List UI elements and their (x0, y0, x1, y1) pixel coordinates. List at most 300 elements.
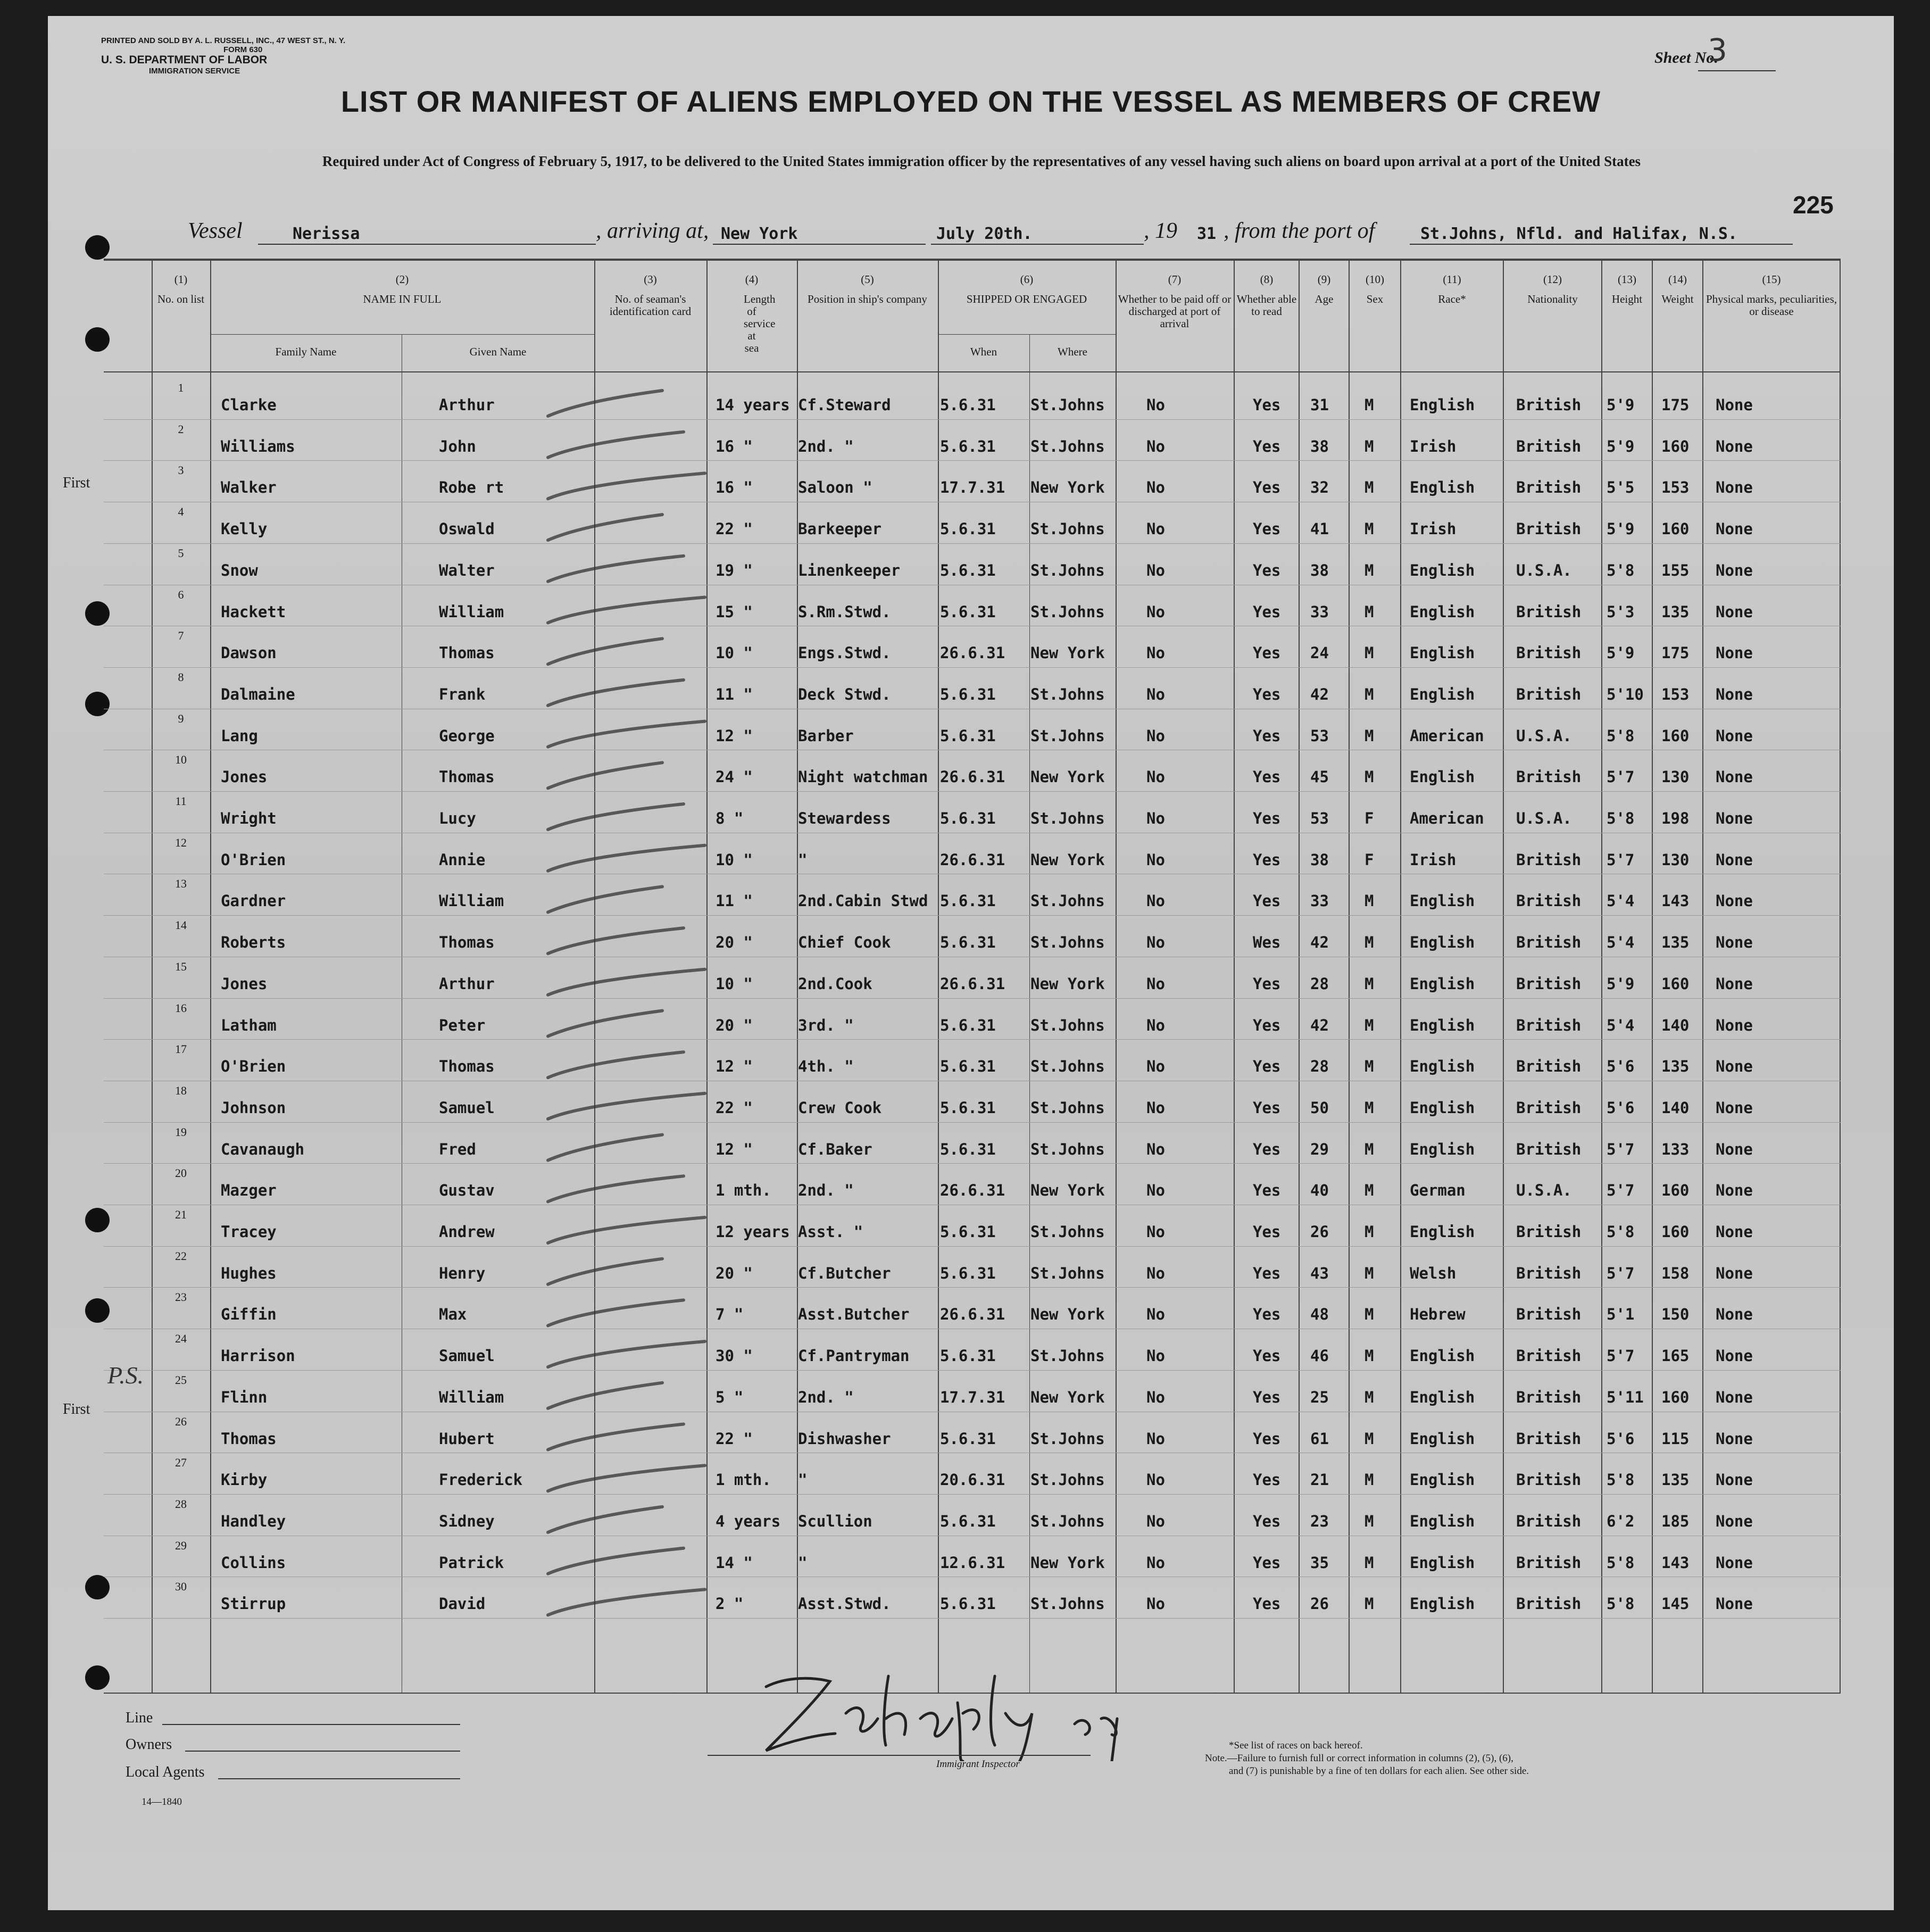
check-mark (548, 1135, 662, 1160)
cell-race: English (1410, 892, 1475, 910)
cell-sex: M (1365, 1471, 1374, 1489)
cell-marks: None (1716, 602, 1753, 621)
cell-nat: British (1516, 1429, 1582, 1448)
cell-where: St.Johns (1030, 1140, 1105, 1158)
cell-family: Stirrup (221, 1595, 286, 1613)
cell-read: Yes (1253, 1553, 1281, 1572)
cell-marks: None (1716, 1264, 1753, 1282)
cell-position: Cf.Butcher (798, 1264, 891, 1282)
cell-nat: British (1516, 1471, 1582, 1489)
cell-position: Barkeeper (798, 520, 882, 538)
cell-paid: No (1146, 644, 1165, 662)
cell-service: 20 " (716, 1016, 753, 1034)
cell-weight: 115 (1661, 1429, 1690, 1448)
col-6-header: (6) SHIPPED OR ENGAGED (966, 273, 1087, 305)
cell-weight: 160 (1661, 437, 1690, 455)
cell-race: English (1410, 1347, 1475, 1365)
cell-height: 5'7 (1607, 850, 1635, 869)
check-mark (548, 1548, 684, 1574)
cell-where: St.Johns (1030, 1098, 1105, 1117)
cell-service: 8 " (716, 809, 744, 827)
cell-when: 5.6.31 (940, 1595, 996, 1613)
cell-where: St.Johns (1030, 520, 1105, 538)
cell-read: Yes (1253, 685, 1281, 703)
cell-read: Yes (1253, 1512, 1281, 1530)
cell-race: Irish (1410, 437, 1457, 455)
cell-where: St.Johns (1030, 1595, 1105, 1613)
cell-height: 5'7 (1607, 1347, 1635, 1365)
cell-service: 15 " (716, 602, 753, 621)
check-mark (548, 928, 684, 953)
cell-nat: British (1516, 437, 1582, 455)
cell-race: English (1410, 1512, 1475, 1530)
cell-given: Max (439, 1305, 467, 1324)
cell-age: 45 (1310, 768, 1329, 786)
cell-paid: No (1146, 520, 1165, 538)
cell-sex: M (1365, 437, 1374, 455)
cell-age: 42 (1310, 933, 1329, 952)
cell-marks: None (1716, 726, 1753, 745)
cell-sex: F (1365, 809, 1374, 827)
footer-owners-label: Owners (126, 1736, 172, 1753)
inspector-label: Immigrant Inspector (936, 1759, 1020, 1770)
cell-nat: British (1516, 685, 1582, 703)
cell-height: 5'6 (1607, 1098, 1635, 1117)
cell-height: 5'9 (1607, 974, 1635, 993)
cell-nat: British (1516, 892, 1582, 910)
cell-sex: M (1365, 1057, 1374, 1076)
cell-given: Samuel (439, 1098, 495, 1117)
printer-imprint (101, 36, 345, 77)
cell-given: Peter (439, 1016, 486, 1034)
cell-marks: None (1716, 1181, 1753, 1200)
cell-marks: None (1716, 974, 1753, 993)
cell-paid: No (1146, 1429, 1165, 1448)
row-number: 8 (178, 670, 184, 684)
cell-given: Gustav (439, 1181, 495, 1200)
cell-where: St.Johns (1030, 685, 1105, 703)
row-rule (104, 1618, 1841, 1619)
cell-when: 5.6.31 (940, 1223, 996, 1241)
cell-paid: No (1146, 1057, 1165, 1076)
cell-height: 5'4 (1607, 1016, 1635, 1034)
cell-race: English (1410, 1098, 1475, 1117)
row-number: 16 (175, 1001, 187, 1015)
cell-read: Yes (1253, 396, 1281, 414)
cell-given: William (439, 892, 504, 910)
cell-family: Dalmaine (221, 685, 295, 703)
cell-sex: M (1365, 520, 1374, 538)
cell-where: St.Johns (1030, 1057, 1105, 1076)
cell-when: 5.6.31 (940, 396, 996, 414)
cell-position: 2nd. " (798, 437, 854, 455)
check-mark (548, 969, 705, 995)
cell-where: St.Johns (1030, 1429, 1105, 1448)
cell-sex: M (1365, 974, 1374, 993)
cell-nat: British (1516, 850, 1582, 869)
cell-where: New York (1030, 644, 1105, 662)
cell-weight: 153 (1661, 685, 1690, 703)
row-number: 12 (175, 835, 187, 849)
row-rule (104, 460, 1841, 461)
cell-family: Latham (221, 1016, 277, 1034)
footer-form-number: 14—1840 (142, 1796, 182, 1807)
cell-marks: None (1716, 1098, 1753, 1117)
cell-family: O'Brien (221, 850, 286, 869)
cell-height: 5'6 (1607, 1057, 1635, 1076)
cell-where: St.Johns (1030, 1223, 1105, 1241)
cell-height: 5'10 (1607, 685, 1644, 703)
inspector-signature (708, 1655, 1186, 1761)
cell-race: Hebrew (1410, 1305, 1466, 1324)
cell-service: 30 " (716, 1347, 753, 1365)
cell-family: Jones (221, 974, 268, 993)
cell-family: Williams (221, 437, 295, 455)
cell-nat: U.S.A. (1516, 561, 1572, 579)
col-8-header: (8) Whether able to read (1236, 273, 1297, 318)
cell-sex: M (1365, 1098, 1374, 1117)
row-rule (104, 667, 1841, 668)
cell-position: " (798, 1471, 808, 1489)
check-mark (548, 886, 662, 912)
cell-paid: No (1146, 892, 1165, 910)
cell-when: 5.6.31 (940, 561, 996, 579)
cell-service: 12 " (716, 1140, 753, 1158)
cell-marks: None (1716, 1305, 1753, 1324)
cell-marks: None (1716, 685, 1753, 703)
cell-paid: No (1146, 1595, 1165, 1613)
col-3-header: (3) No. of seaman's identification card (609, 273, 692, 318)
cell-height: 5'8 (1607, 809, 1635, 827)
cell-given: Andrew (439, 1223, 495, 1241)
cell-position: Asst.Butcher (798, 1305, 910, 1324)
cell-where: St.Johns (1030, 602, 1105, 621)
cell-position: S.Rm.Stwd. (798, 602, 891, 621)
cell-age: 35 (1310, 1553, 1329, 1572)
cell-where: St.Johns (1030, 1347, 1105, 1365)
row-number: 22 (175, 1249, 187, 1263)
cell-race: English (1410, 561, 1475, 579)
cell-sex: M (1365, 602, 1374, 621)
cell-paid: No (1146, 396, 1165, 414)
cell-race: English (1410, 685, 1475, 703)
cell-paid: No (1146, 1347, 1165, 1365)
cell-marks: None (1716, 1388, 1753, 1406)
cell-marks: None (1716, 437, 1753, 455)
cell-race: English (1410, 1140, 1475, 1158)
cell-given: Sidney (439, 1512, 495, 1530)
cell-sex: M (1365, 1347, 1374, 1365)
cell-given: Thomas (439, 768, 495, 786)
cell-weight: 160 (1661, 974, 1690, 993)
cell-read: Yes (1253, 1305, 1281, 1324)
cell-sex: M (1365, 726, 1374, 745)
cell-given: Fred (439, 1140, 476, 1158)
check-mark (548, 1465, 705, 1491)
family-name-header: Family Name (275, 345, 337, 358)
cell-height: 5'8 (1607, 1471, 1635, 1489)
cell-weight: 150 (1661, 1305, 1690, 1324)
cell-read: Yes (1253, 726, 1281, 745)
cell-service: 11 " (716, 892, 753, 910)
cell-read: Yes (1253, 1347, 1281, 1365)
row-rule (104, 1246, 1841, 1247)
penalty-note-2: and (7) is punishable by a fine of ten dollars for each alien. See other side. (1229, 1765, 1529, 1777)
cell-race: English (1410, 1471, 1475, 1489)
cell-service: 4 years (716, 1512, 781, 1530)
cell-marks: None (1716, 1471, 1753, 1489)
cell-paid: No (1146, 1388, 1165, 1406)
cell-service: 1 mth. (716, 1181, 771, 1200)
cell-paid: No (1146, 1264, 1165, 1282)
cell-race: English (1410, 1429, 1475, 1448)
cell-service: 24 " (716, 768, 753, 786)
cell-nat: British (1516, 1388, 1582, 1406)
year-prefix: , 19 (1144, 219, 1177, 243)
check-mark (548, 1217, 705, 1243)
cell-read: Yes (1253, 1471, 1281, 1489)
cell-given: Samuel (439, 1347, 495, 1365)
cell-race: English (1410, 1223, 1475, 1241)
cell-nat: British (1516, 1098, 1582, 1117)
cell-when: 5.6.31 (940, 1347, 996, 1365)
cell-family: Kirby (221, 1471, 268, 1489)
cell-given: Patrick (439, 1553, 504, 1572)
cell-nat: British (1516, 1016, 1582, 1034)
arrival-port: New York (721, 225, 798, 243)
cell-service: 11 " (716, 685, 753, 703)
cell-nat: British (1516, 1140, 1582, 1158)
col-5-header: (5) Position in ship's company (808, 273, 927, 305)
cell-where: St.Johns (1030, 437, 1105, 455)
cell-marks: None (1716, 1016, 1753, 1034)
cell-weight: 160 (1661, 520, 1690, 538)
cell-where: St.Johns (1030, 892, 1105, 910)
row-number: 11 (175, 794, 187, 808)
cell-when: 5.6.31 (940, 892, 996, 910)
cell-nat: British (1516, 1347, 1582, 1365)
col-15-header: (15) Physical marks, peculiarities, or disease (1706, 273, 1837, 318)
cell-age: 41 (1310, 520, 1329, 538)
cell-family: Cavanaugh (221, 1140, 305, 1158)
cell-where: St.Johns (1030, 809, 1105, 827)
cell-age: 33 (1310, 892, 1329, 910)
cell-weight: 160 (1661, 726, 1690, 745)
row-rule (104, 1287, 1841, 1288)
cell-race: English (1410, 1057, 1475, 1076)
row-rule (104, 915, 1841, 916)
cell-age: 42 (1310, 685, 1329, 703)
cell-read: Yes (1253, 974, 1281, 993)
cell-sex: M (1365, 1305, 1374, 1324)
cell-paid: No (1146, 478, 1165, 497)
cell-sex: M (1365, 644, 1374, 662)
col-13-header: (13) Height (1611, 273, 1643, 305)
cell-given: Thomas (439, 644, 495, 662)
cell-when: 26.6.31 (940, 644, 1005, 662)
cell-sex: M (1365, 1553, 1374, 1572)
given-name-header: Given Name (469, 345, 527, 358)
cell-nat: British (1516, 1595, 1582, 1613)
cell-family: Tracey (221, 1223, 277, 1241)
cell-race: English (1410, 1595, 1475, 1613)
cell-marks: None (1716, 1347, 1753, 1365)
cell-position: 3rd. " (798, 1016, 854, 1034)
cell-service: 22 " (716, 1098, 753, 1117)
cell-sex: M (1365, 1595, 1374, 1613)
cell-family: Flinn (221, 1388, 268, 1406)
cell-position: Chief Cook (798, 933, 891, 952)
cell-height: 5'9 (1607, 437, 1635, 455)
cell-family: Collins (221, 1553, 286, 1572)
check-mark (548, 1424, 684, 1450)
cell-sex: M (1365, 1388, 1374, 1406)
cell-read: Yes (1253, 1223, 1281, 1241)
cell-position: 2nd.Cook (798, 974, 872, 993)
col-10-header: (10) Sex (1366, 273, 1384, 305)
cell-sex: M (1365, 1223, 1374, 1241)
cell-race: American (1410, 809, 1484, 827)
cell-paid: No (1146, 561, 1165, 579)
row-rule (104, 419, 1841, 420)
cell-age: 53 (1310, 726, 1329, 745)
row-rule (104, 1494, 1841, 1495)
cell-height: 5'3 (1607, 602, 1635, 621)
cell-service: 22 " (716, 520, 753, 538)
cell-when: 20.6.31 (940, 1471, 1005, 1489)
cell-read: Yes (1253, 602, 1281, 621)
cell-where: St.Johns (1030, 933, 1105, 952)
cell-age: 31 (1310, 396, 1329, 414)
cell-read: Yes (1253, 561, 1281, 579)
cell-position: Night watchman (798, 768, 928, 786)
check-mark (548, 1176, 684, 1201)
cell-read: Yes (1253, 1429, 1281, 1448)
cell-sex: M (1365, 561, 1374, 579)
cell-family: Thomas (221, 1429, 277, 1448)
col-1-header: (1) No. on list (157, 273, 205, 305)
cell-sex: M (1365, 1140, 1374, 1158)
check-mark (548, 556, 684, 582)
cell-position: Crew Cook (798, 1098, 882, 1117)
document-subtitle: Required under Act of Congress of February 5, 1917, to be delivered to the United States immigration officer by the representatives of any vessel having such aliens on board upon arrival at a port of the United States (322, 153, 1641, 169)
cell-height: 5'6 (1607, 1429, 1635, 1448)
cell-read: Yes (1253, 644, 1281, 662)
cell-read: Yes (1253, 1057, 1281, 1076)
cell-age: 21 (1310, 1471, 1329, 1489)
cell-family: Hackett (221, 602, 286, 621)
cell-marks: None (1716, 850, 1753, 869)
cell-when: 26.6.31 (940, 1305, 1005, 1324)
cell-service: 12 " (716, 1057, 753, 1076)
cell-marks: None (1716, 1429, 1753, 1448)
cell-when: 5.6.31 (940, 1264, 996, 1282)
cell-nat: British (1516, 1223, 1582, 1241)
cell-where: St.Johns (1030, 561, 1105, 579)
cell-sex: M (1365, 685, 1374, 703)
cell-position: Asst. " (798, 1223, 863, 1241)
cell-height: 5'1 (1607, 1305, 1635, 1324)
cell-age: 38 (1310, 850, 1329, 869)
row-number: 28 (175, 1497, 187, 1511)
cell-when: 26.6.31 (940, 974, 1005, 993)
check-mark (548, 1011, 662, 1037)
cell-race: English (1410, 1553, 1475, 1572)
cell-age: 46 (1310, 1347, 1329, 1365)
cell-position: 2nd.Cabin Stwd (798, 892, 928, 910)
cell-paid: No (1146, 768, 1165, 786)
cell-read: Yes (1253, 1181, 1281, 1200)
cell-position: Deck Stwd. (798, 685, 891, 703)
cell-where: St.Johns (1030, 1016, 1105, 1034)
cell-given: Henry (439, 1264, 486, 1282)
cell-family: Clarke (221, 396, 277, 414)
cell-race: English (1410, 602, 1475, 621)
margin-note-first-2: First (63, 1401, 90, 1417)
cell-sex: M (1365, 1264, 1374, 1282)
col-7-header: (7) Whether to be paid off or discharged at port of arrival (1118, 273, 1232, 330)
cell-paid: No (1146, 809, 1165, 827)
cell-height: 5'8 (1607, 1553, 1635, 1572)
cell-service: 12 years (716, 1223, 790, 1241)
cell-service: 20 " (716, 1264, 753, 1282)
cell-age: 26 (1310, 1595, 1329, 1613)
footer-line-label: Line (126, 1710, 153, 1726)
crew-table (104, 259, 1841, 1695)
cell-position: 2nd. " (798, 1388, 854, 1406)
cell-paid: No (1146, 1471, 1165, 1489)
sheet-number (1654, 32, 1727, 68)
cell-position: Linenkeeper (798, 561, 901, 579)
cell-when: 5.6.31 (940, 520, 996, 538)
cell-read: Yes (1253, 809, 1281, 827)
cell-read: Yes (1253, 850, 1281, 869)
cell-weight: 145 (1661, 1595, 1690, 1613)
cell-paid: No (1146, 1016, 1165, 1034)
check-mark (548, 762, 662, 788)
row-number: 25 (175, 1373, 187, 1387)
row-number: 20 (175, 1166, 187, 1180)
cell-age: 28 (1310, 1057, 1329, 1076)
cell-where: St.Johns (1030, 1264, 1105, 1282)
cell-marks: None (1716, 1223, 1753, 1241)
cell-when: 26.6.31 (940, 850, 1005, 869)
cell-when: 5.6.31 (940, 602, 996, 621)
cell-height: 5'8 (1607, 726, 1635, 745)
row-number: 6 (178, 587, 184, 601)
cell-when: 5.6.31 (940, 933, 996, 952)
cell-family: Wright (221, 809, 277, 827)
cell-age: 25 (1310, 1388, 1329, 1406)
cell-service: 12 " (716, 726, 753, 745)
row-number: 7 (178, 629, 184, 643)
cell-nat: British (1516, 974, 1582, 993)
cell-given: John (439, 437, 476, 455)
cell-nat: British (1516, 478, 1582, 497)
printer-line: PRINTED AND SOLD BY A. L. RUSSELL, INC., 47 WEST ST., N. Y. (101, 36, 346, 45)
cell-weight: 153 (1661, 478, 1690, 497)
cell-age: 29 (1310, 1140, 1329, 1158)
check-mark (548, 1093, 705, 1119)
check-mark (548, 804, 684, 830)
cell-read: Wes (1253, 933, 1281, 952)
cell-age: 28 (1310, 974, 1329, 993)
cell-given: Annie (439, 850, 486, 869)
cell-when: 5.6.31 (940, 726, 996, 745)
cell-race: English (1410, 478, 1475, 497)
cell-marks: None (1716, 933, 1753, 952)
cell-height: 5'7 (1607, 1181, 1635, 1200)
